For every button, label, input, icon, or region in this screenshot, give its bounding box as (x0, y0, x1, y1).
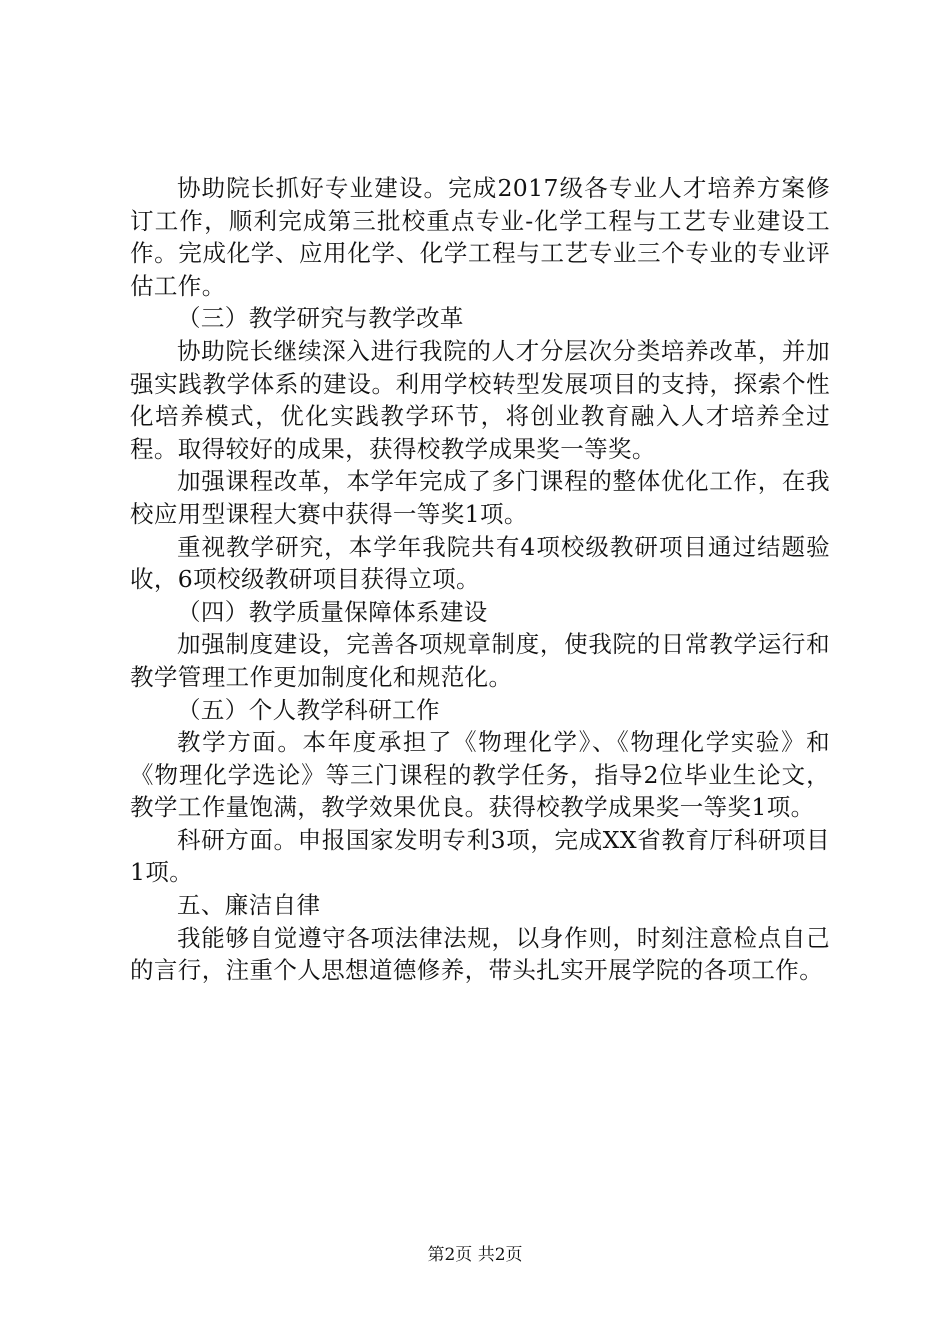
page-footer (0, 1244, 950, 1266)
paragraph-self-discipline: 我能够自觉遵守各项法律法规，以身作则，时刻注意检点自己的言行，注重个人思想道德修养，带头扎实开展学院的各项工作。 (130, 923, 830, 985)
paragraph-talent-training-reform: 协助院长继续深入进行我院的人才分层次分类培养改革，并加强实践教学体系的建设。利用学校转型发展项目的支持，探索个性化培养模式，优化实践教学环节，将创业教育融入人才培养全过程。取得较好的成果，获得校教学成果奖一等奖。 (130, 336, 830, 463)
heading-teaching-research-reform: （三）教学研究与教学改革 (177, 304, 464, 333)
paragraph-teaching-research: 重视教学研究，本学年我院共有4项校级教研项目通过结题验收，6项校级教研项目获得立项。 (130, 532, 830, 594)
paragraph-teaching-aspect: 教学方面。本年度承担了《物理化学》、《物理化学实验》和《物理化学选论》等三门课程的教学任务，指导2位毕业生论文，教学工作量饱满，教学效果优良。获得校教学成果奖一等奖1项。 (130, 728, 830, 822)
paragraph-professional-construction: 协助院长抓好专业建设。完成2017级各专业人才培养方案修订工作，顺利完成第三批校重点专业-化学工程与工艺专业建设工作。完成化学、应用化学、化学工程与工艺专业三个专业的专业评估工作。 (130, 174, 830, 300)
paragraph-system-construction: 加强制度建设，完善各项规章制度，使我院的日常教学运行和教学管理工作更加制度化和规范化。 (130, 630, 830, 691)
document-body (130, 172, 830, 987)
paragraph-course-reform: 加强课程改革，本学年完成了多门课程的整体优化工作，在我校应用型课程大赛中获得一等奖1项。 (130, 467, 830, 528)
heading-quality-assurance: （四）教学质量保障体系建设 (177, 597, 488, 626)
heading-personal-work: （五）个人教学科研工作 (177, 695, 440, 724)
paragraph-research-aspect: 科研方面。申报国家发明专利3项，完成XX省教育厅科研项目1项。 (130, 825, 830, 887)
page-number-label: 第2页 共2页 (427, 1245, 523, 1265)
heading-integrity: 五、廉洁自律 (177, 891, 321, 920)
